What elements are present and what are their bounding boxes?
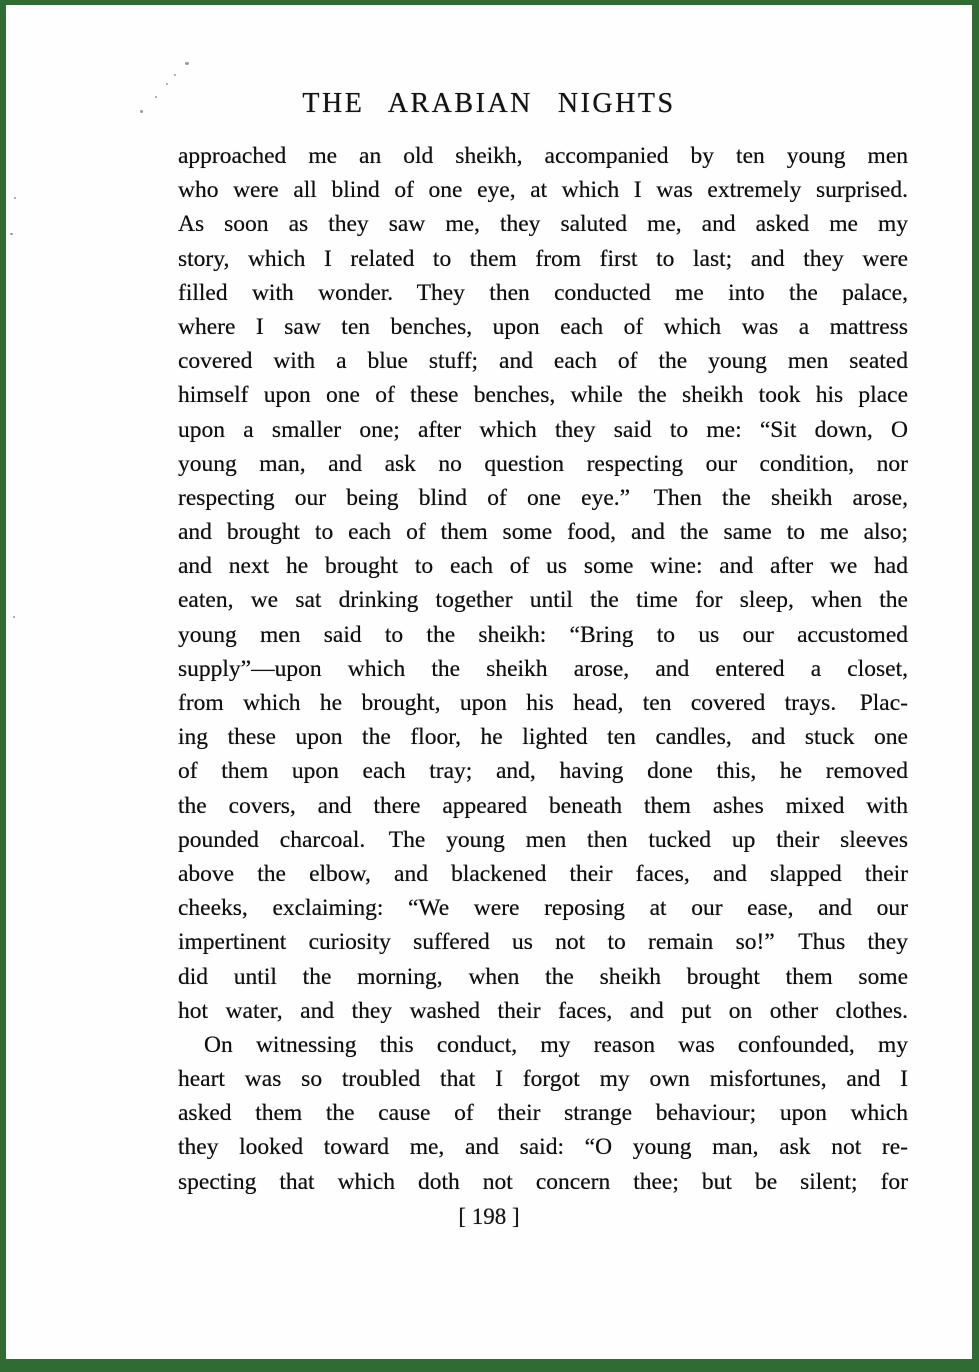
text-line: himself upon one of these benches, while the sheikh took his place bbox=[178, 382, 908, 409]
scan-speck bbox=[14, 197, 16, 199]
scan-speck bbox=[140, 110, 143, 113]
text-line: and next he brought to each of us some wine: and after we had bbox=[178, 553, 908, 580]
text-line: As soon as they saw me, they saluted me, and asked me my bbox=[178, 211, 908, 238]
text-line: covered with a blue stuff; and each of the young men seated bbox=[178, 348, 908, 375]
page-title: THE ARABIAN NIGHTS bbox=[302, 88, 676, 119]
text-line: they looked toward me, and said: “O young man, ask not re- bbox=[178, 1134, 908, 1161]
text-line: and brought to each of them some food, and the same to me also; bbox=[178, 519, 908, 546]
text-line: above the elbow, and blackened their faces, and slapped their bbox=[178, 860, 908, 887]
text-line: of them upon each tray; and, having done this, he removed bbox=[178, 758, 908, 785]
text-line: impertinent curiosity suffered us not to remain so!” Thus they bbox=[178, 929, 908, 956]
text-line: heart was so troubled that I forgot my own misfortunes, and I bbox=[178, 1066, 908, 1093]
text-line: young men said to the sheikh: “Bring to us our accustomed bbox=[178, 621, 908, 648]
page-number: [ 198 ] bbox=[458, 1204, 520, 1229]
text-line: filled with wonder. They then conducted me into the palace, bbox=[178, 279, 908, 306]
text-line: the covers, and there appeared beneath them ashes mixed with bbox=[178, 792, 908, 819]
text-line: story, which I related to them from first to last; and they were bbox=[178, 245, 908, 272]
text-line: respecting our being blind of one eye.” Then the sheikh arose, bbox=[178, 484, 908, 511]
scan-speck bbox=[185, 62, 189, 65]
text-line: young man, and ask no question respecting our condition, nor bbox=[178, 450, 908, 477]
text-line-paragraph-start: On witnessing this conduct, my reason was confounded, my bbox=[204, 1031, 908, 1058]
text-line: upon a smaller one; after which they said to me: “Sit down, O bbox=[178, 416, 908, 443]
text-line: eaten, we sat drinking together until the time for sleep, when the bbox=[178, 587, 908, 614]
scan-speck bbox=[155, 96, 157, 98]
text-line: ing these upon the floor, he lighted ten candles, and stuck one bbox=[178, 724, 908, 751]
text-line: did until the morning, when the sheikh brought them some bbox=[178, 963, 908, 990]
text-line: approached me an old sheikh, accompanied by ten young men bbox=[178, 143, 908, 169]
body-text bbox=[178, 139, 908, 1199]
scan-speck bbox=[166, 83, 168, 85]
scan-speck bbox=[13, 616, 15, 618]
text-line: where I saw ten benches, upon each of which was a mattress bbox=[178, 313, 908, 340]
text-line: hot water, and they washed their faces, and put on other clothes. bbox=[178, 997, 908, 1024]
text-line: supply”—upon which the sheikh arose, and entered a closet, bbox=[178, 655, 908, 682]
text-line: asked them the cause of their strange behaviour; upon which bbox=[178, 1100, 908, 1127]
text-line: pounded charcoal. The young men then tucked up their sleeves bbox=[178, 826, 908, 853]
scan-speck bbox=[174, 74, 176, 76]
text-line: who were all blind of one eye, at which I was extremely surprised. bbox=[178, 177, 908, 204]
text-line: specting that which doth not concern thee; but be silent; for bbox=[178, 1168, 908, 1195]
scan-speck bbox=[10, 233, 13, 235]
text-line: cheeks, exclaiming: “We were reposing at our ease, and our bbox=[178, 895, 908, 922]
text-line: from which he brought, upon his head, ten covered trays. Plac- bbox=[178, 690, 908, 716]
